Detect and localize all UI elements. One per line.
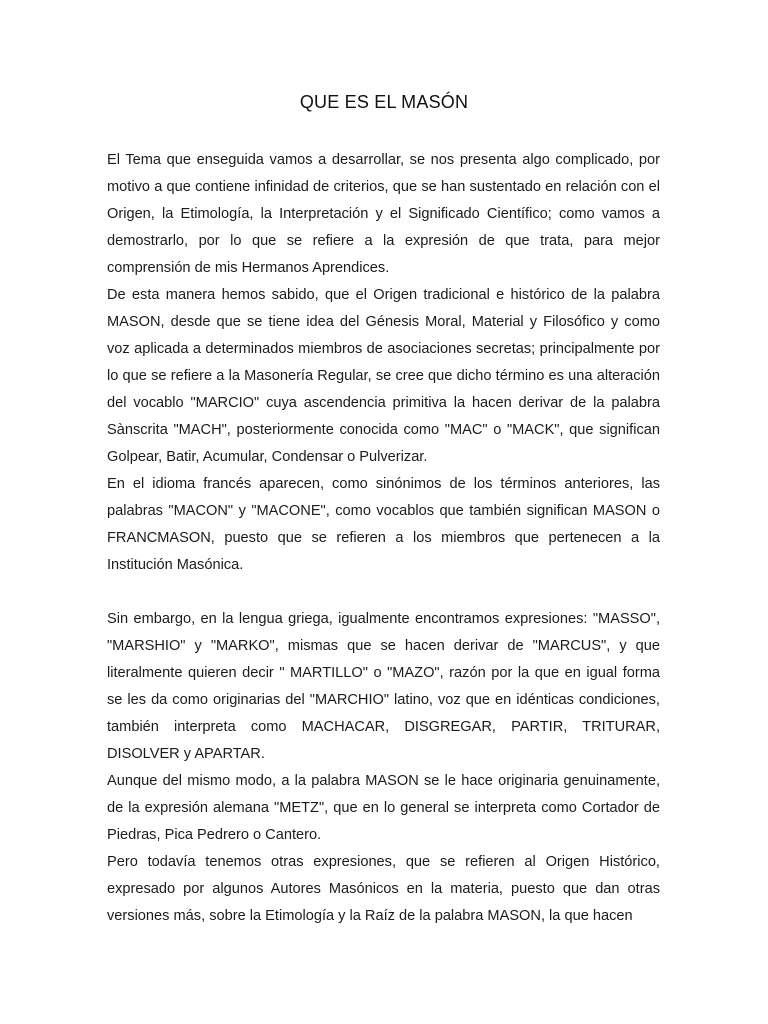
paragraph-greek: Sin embargo, en la lengua griega, igualmente encontramos expresiones: "MASSO", "MARSHIO" y "MARKO", mismas que se hacen derivar de "MARCUS", y que literalmente quieren decir " MARTILLO" o "MAZO", razón por la que en igual forma se les da como originarias del "MARCHIO" latino, voz que en idénticas condiciones, también interpreta como MACHACAR, DISGREGAR, PARTIR, TRITURAR, DISOLVER y APARTAR. xyxy=(107,611,660,762)
paragraph-historical: Pero todavía tenemos otras expresiones, que se refieren al Origen Histórico, expresado por algunos Autores Masónicos en la materia, puesto que dan otras versiones más, sobre la Etimología y la Raíz de la palabra MASON, la que hacen xyxy=(107,854,660,924)
document-title: QUE ES EL MASÓN xyxy=(299,92,469,112)
paragraph-german: Aunque del mismo modo, a la palabra MASON se le hace originaria genuinamente, de la expresión alemana "METZ", que en lo general se interpreta como Cortador de Piedras, Pica Pedrero o Cantero. xyxy=(107,773,660,843)
paragraph-origin: De esta manera hemos sabido, que el Origen tradicional e histórico de la palabra MASON, desde que se tiene idea del Génesis Moral, Material y Filosófico y como voz aplicada a determinados miembros de asociaciones secretas; principalmente por lo que se refiere a la Masonería Regular, se cree que dicho término es una alteración del vocablo "MARCIO" cuya ascendencia primitiva la hacen derivar de la palabra Sànscrita "MACH", posteriormente conocida como "MAC" o "MACK", que significan Golpear, Batir, Acumular, Condensar o Pulverizar. xyxy=(107,287,660,465)
document-body xyxy=(107,147,660,930)
paragraph-intro: El Tema que enseguida vamos a desarrollar, se nos presenta algo complicado, por motivo a que contiene infinidad de criterios, que se han sustentado en relación con el Origen, la Etimología, la Interpretación y el Significado Científico; como vamos a demostrarlo, por lo que se refiere a la expresión de que trata, para mejor comprensión de mis Hermanos Aprendices. xyxy=(107,152,660,276)
paragraph-french: En el idioma francés aparecen, como sinónimos de los términos anteriores, las palabras "MACON" y "MACONE", como vocablos que también significan MASON o FRANCMASON, puesto que se refieren a los miembros que pertenecen a la Institución Masónica. xyxy=(107,476,660,573)
